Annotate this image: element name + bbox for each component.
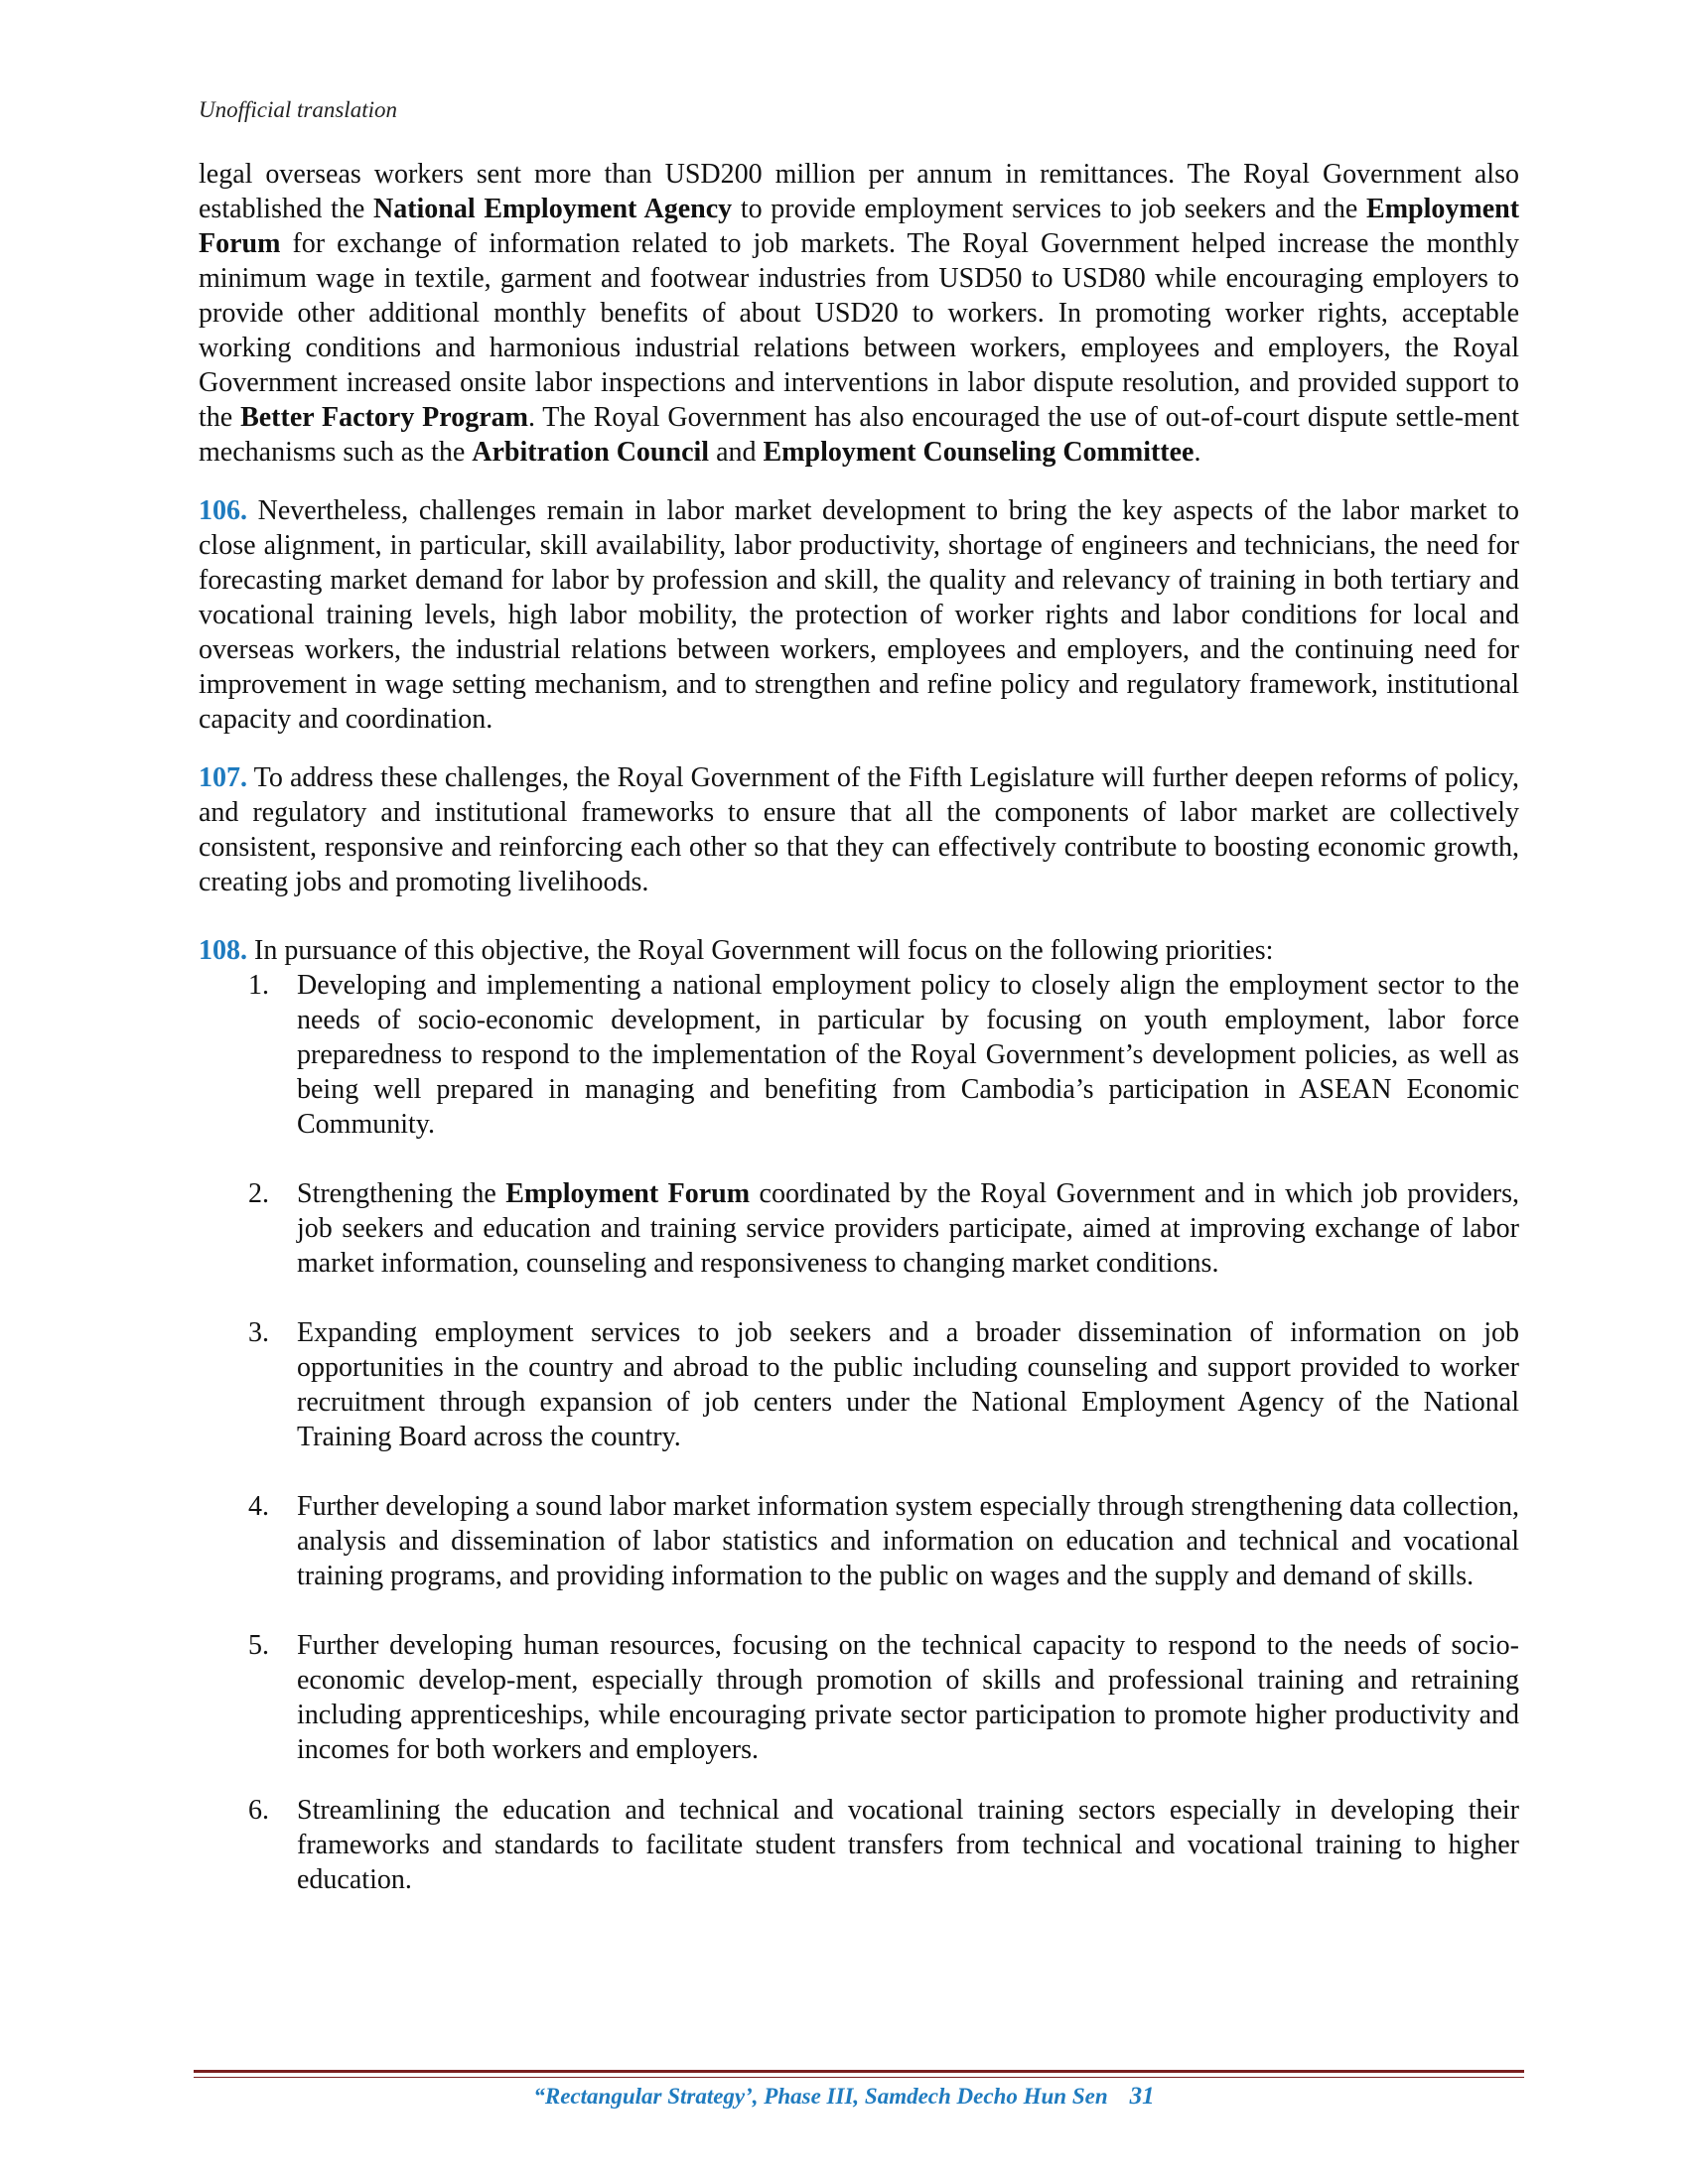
- bold-term-employment-forum: Employment Forum: [199, 194, 1520, 259]
- document-body: [199, 157, 1519, 1932]
- paragraph-text: In pursuance of this objective, the Royal Government will focus on the following priorities:: [247, 935, 1274, 966]
- priority-item-4: [199, 1489, 1519, 1593]
- footer-divider-thin: [194, 2077, 1524, 2078]
- text-span: legal overseas workers sent more than USD200 million per annum in remittances. The Royal Government also established the: [199, 159, 1519, 224]
- text-span: .: [1194, 437, 1201, 468]
- list-number: 6.: [248, 1795, 269, 1826]
- paragraph-number: 108.: [199, 935, 247, 966]
- paragraph-text: Nevertheless, challenges remain in labor market development to bring the key aspects of the labor market to close alignment, in particular, skill availability, labor productivity, shortage of engineers and technicians, the need for forecasting market demand for labor by profession and skill, the quality and relevancy of training in both tertiary and vocational training levels, high labor mobility, the protection of worker rights and labor conditions for local and overseas workers, the industrial relations between workers, employees and employers, and the continuing need for improvement in wage setting mechanism, and to strengthen and refine policy and regulatory framework, institutional capacity and coordination.: [199, 495, 1519, 735]
- bold-term-employment-counseling-committee: Employment Counseling Committee: [763, 437, 1195, 468]
- list-item-text: Further developing a sound labor market information system especially through strengthening data collection, analysis and dissemination of labor statistics and information on education and technical and vocational training programs, and providing information to the public on wages and the supply and demand of skills.: [297, 1491, 1519, 1591]
- list-item-text: Strengthening the: [297, 1178, 506, 1209]
- paragraph-number: 107.: [199, 762, 247, 793]
- priority-item-2: [199, 1176, 1519, 1281]
- list-item-text: Developing and implementing a national employment policy to closely align the employment sector to the needs of socio-economic development, in particular by focusing on youth employment, labor force preparedness to respond to the implementation of the Royal Government’s development policies, as well as being well prepared in managing and benefiting from Cambodia’s participation in ASEAN Economic Community.: [297, 970, 1519, 1140]
- page-footer: [0, 2083, 1688, 2111]
- list-item-text: Further developing human resources, focusing on the technical capacity to respond to the needs of socio-economic develop-ment, especially through promotion of skills and professional training and retraining including apprenticeships, while encouraging private sector participation to promote higher productivity and incomes for both workers and employers.: [297, 1630, 1519, 1765]
- priority-item-6: [199, 1793, 1519, 1897]
- bold-term-employment-forum: Employment Forum: [505, 1178, 751, 1209]
- list-number: 2.: [248, 1178, 269, 1209]
- paragraph-107: [199, 760, 1519, 899]
- bold-term-national-employment-agency: National Employment Agency: [372, 194, 733, 224]
- paragraph-108: [199, 933, 1519, 968]
- paragraph-105-continuation: [199, 157, 1519, 470]
- priorities-list: [199, 968, 1519, 1897]
- text-span: and: [709, 437, 764, 468]
- list-number: 5.: [248, 1630, 269, 1661]
- list-number: 3.: [248, 1317, 269, 1348]
- bold-term-arbitration-council: Arbitration Council: [472, 437, 710, 468]
- text-span: to provide employment services to job seekers and the: [732, 194, 1367, 224]
- translation-note: Unofficial translation: [199, 97, 397, 122]
- list-item-text: coordinated by the Royal Government and in which job providers, job seekers and education and training service providers participate, aimed at improving exchange of labor market information, counseling and responsiveness to changing market conditions.: [297, 1178, 1519, 1279]
- bold-term-better-factory-program: Better Factory Program: [240, 402, 528, 433]
- list-item-text: Expanding employment services to job seekers and a broader dissemination of information on job opportunities in the country and abroad to the public including counseling and support provided to worker recruitment through expansion of job centers under the National Employment Agency of the National Training Board across the country.: [297, 1317, 1519, 1452]
- list-number: 4.: [248, 1491, 269, 1522]
- paragraph-number: 106.: [199, 495, 247, 526]
- priority-item-3: [199, 1315, 1519, 1454]
- priority-item-5: [199, 1628, 1519, 1767]
- footer-divider: [194, 2070, 1524, 2073]
- text-span: . The Royal Government has also encouraged the use of out-of-court dispute settle-ment mechanisms such as the: [199, 402, 1519, 468]
- list-number: 1.: [248, 970, 269, 1001]
- text-span: for exchange of information related to job markets. The Royal Government helped increase the monthly minimum wage in textile, garment and footwear industries from USD50 to USD80 while encouraging employers to provide other additional monthly benefits of about USD20 to workers. In promoting worker rights, acceptable working conditions and harmonious industrial relations between workers, employees and employers, the Royal Government increased onsite labor inspections and interventions in labor dispute resolution, and provided support to the: [199, 228, 1519, 433]
- priority-item-1: [199, 968, 1519, 1142]
- list-item-text: Streamlining the education and technical and vocational training sectors especially in developing their frameworks and standards to facilitate student transfers from technical and vocational training to higher education.: [297, 1795, 1519, 1895]
- paragraph-106: [199, 493, 1519, 737]
- footer-title: “Rectangular Strategy’, Phase III, Samdech Decho Hun Sen: [533, 2084, 1108, 2109]
- page-number: 31: [1129, 2083, 1155, 2110]
- paragraph-text: To address these challenges, the Royal Government of the Fifth Legislature will further deepen reforms of policy, and regulatory and institutional frameworks to ensure that all the components of labor market are collectively consistent, responsive and reinforcing each other so that they can effectively contribute to boosting economic growth, creating jobs and promoting livelihoods.: [199, 762, 1519, 897]
